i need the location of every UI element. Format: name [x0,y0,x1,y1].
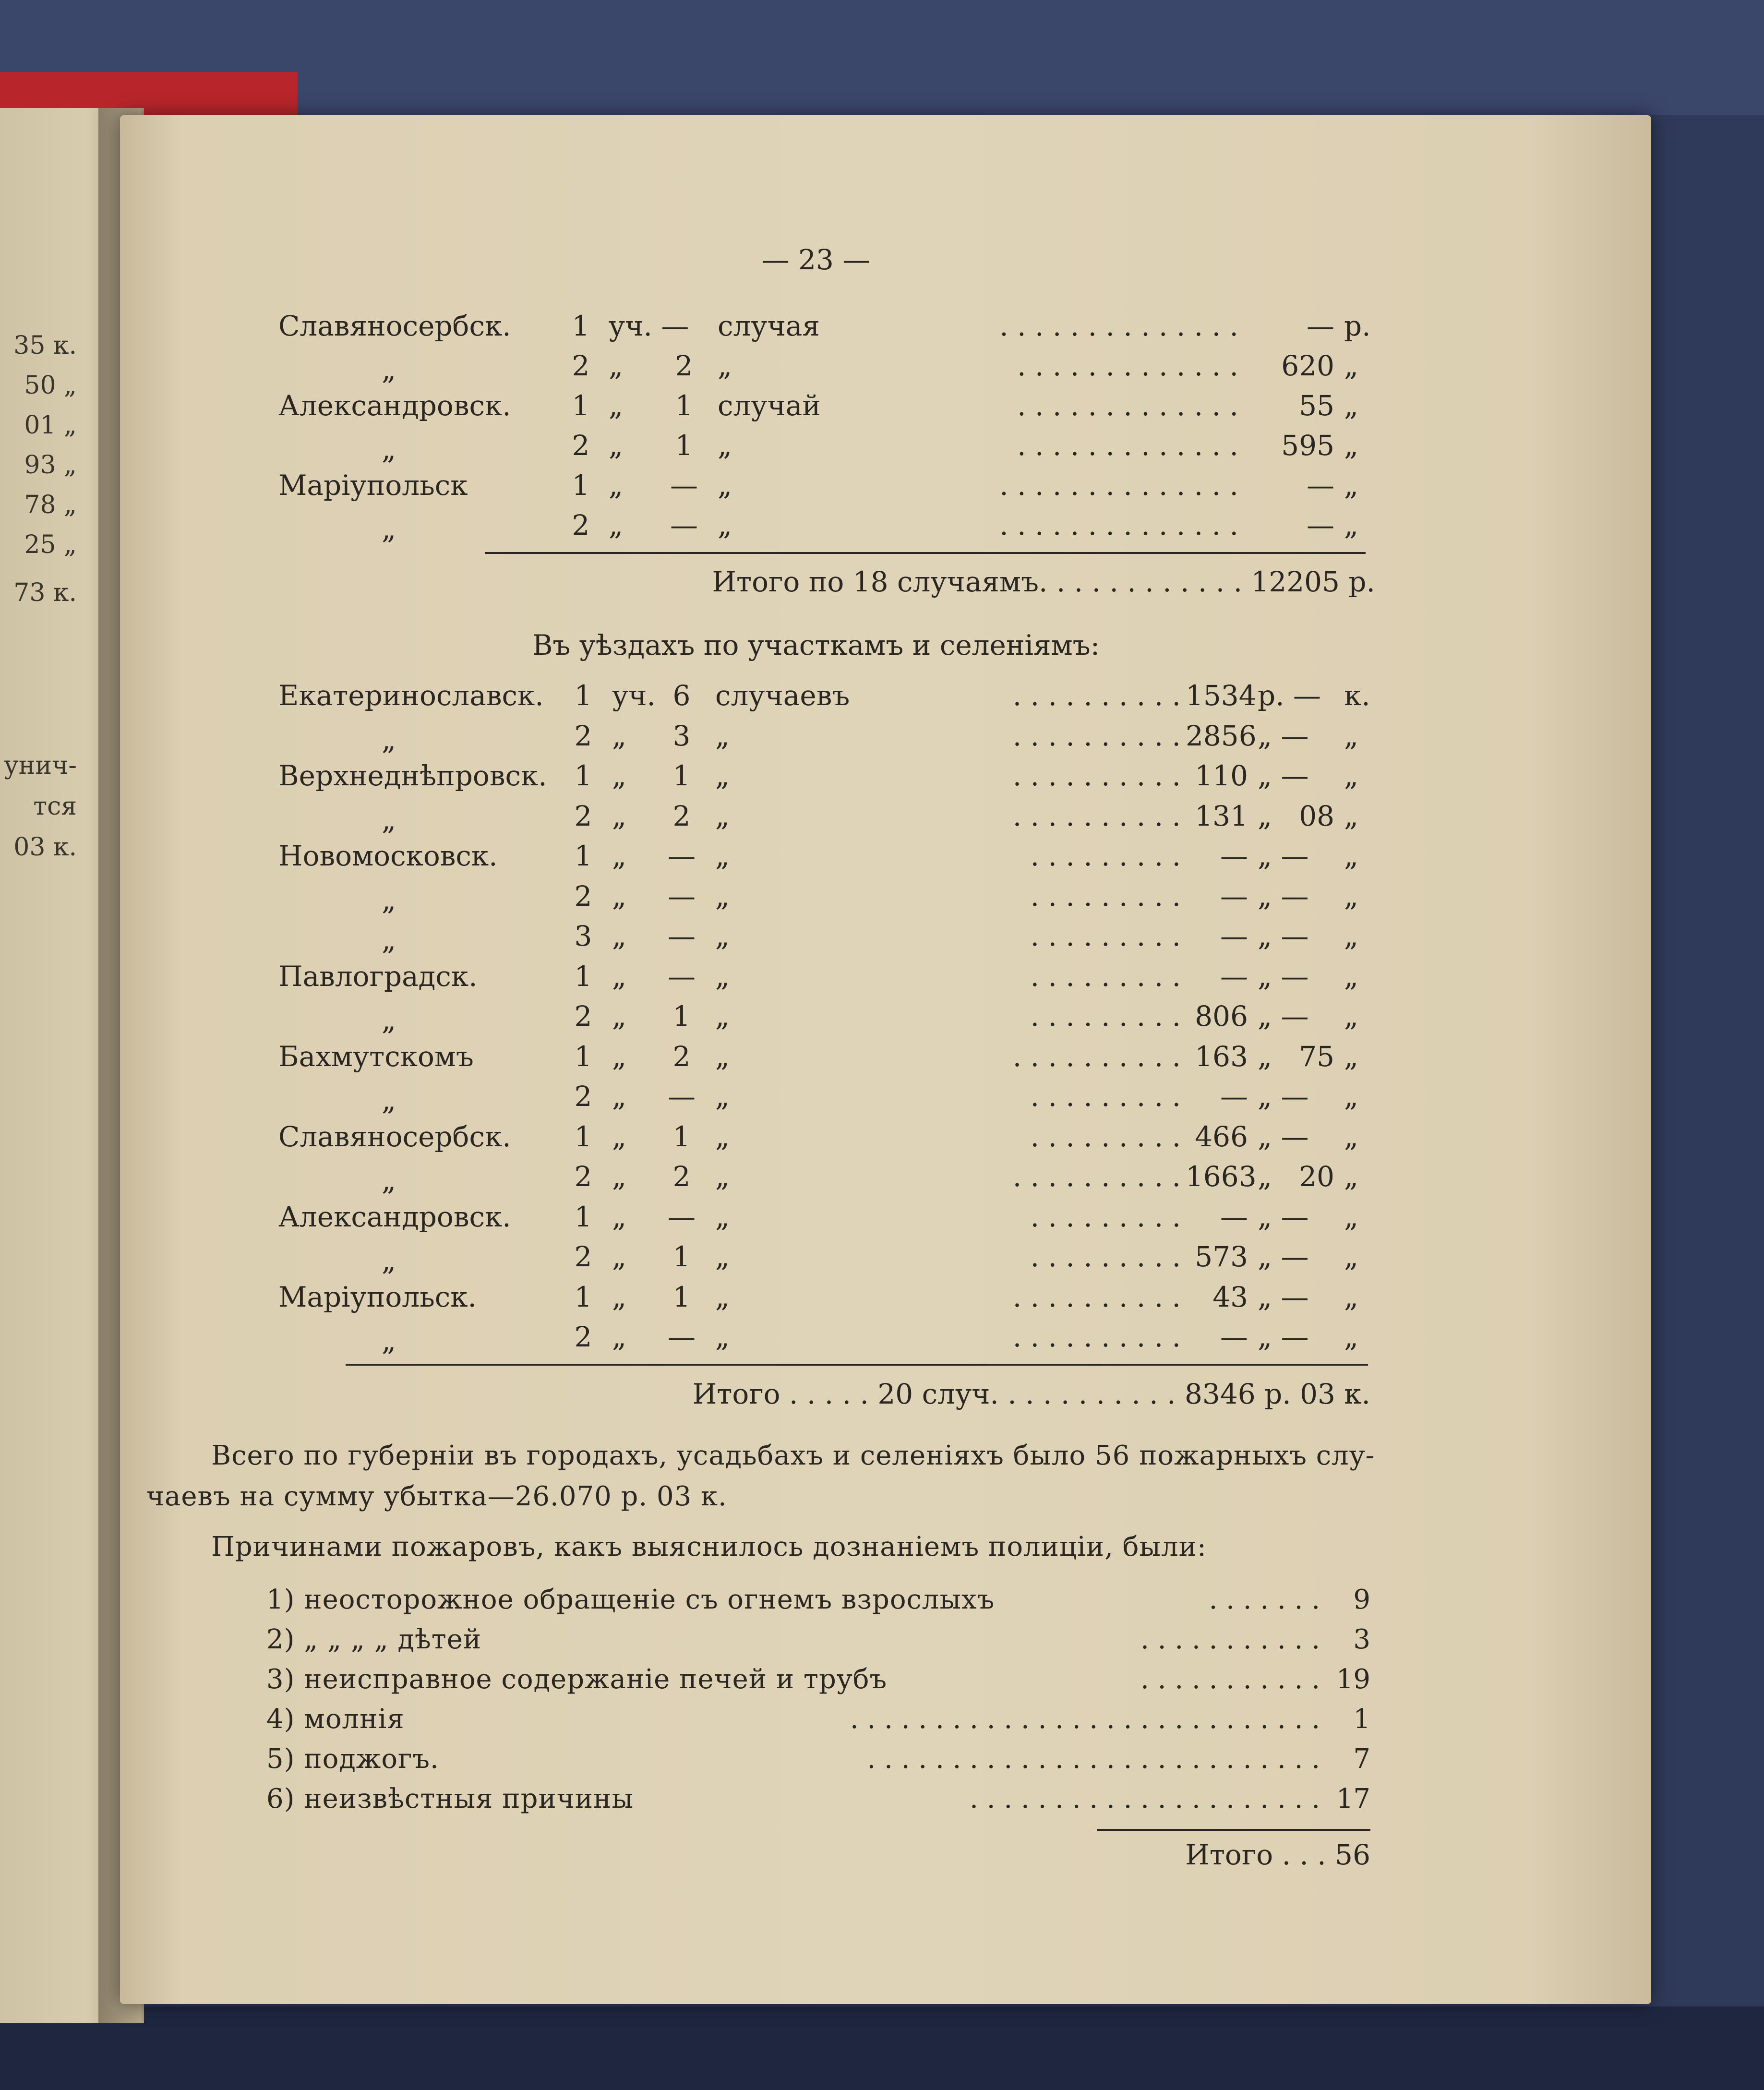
cause-dots: . . . . . . . . . . . [1140,1664,1320,1695]
row-kopecks: 75 [1299,1040,1334,1073]
city-total: Итого по 18 случаямъ. . . . . . . . . . . . 12205 р. [712,565,1375,598]
row-unit: 2 [574,800,592,832]
row-rubles: 163 [1195,1040,1248,1073]
summary-line: чаевъ на сумму убытка—26.070 р. 03 к. [146,1481,727,1512]
row-kopecks: 20 [1299,1160,1334,1193]
row-count: — [670,469,698,502]
page-number: — 23 — [761,243,871,276]
row-dots: . . . . . . . . . [1030,1201,1181,1233]
row-word: „ [718,509,732,541]
row-dots: . . . . . . . . . [1030,1080,1181,1113]
row-rubles: 43 [1212,1281,1248,1313]
row-rub-unit: р. — [1258,679,1321,712]
left-fragment: 78 „ [24,491,77,519]
row-kop-unit: „ [1344,840,1359,872]
row-unit: 3 [574,920,592,952]
row-unit: 2 [574,1160,592,1193]
cause-label: 1) неосторожное обращеніе съ огнемъ взрослыхъ [266,1584,995,1615]
row-location: „ [381,353,396,386]
cause-value: 9 [1353,1584,1370,1615]
row-abbr: „ [609,429,624,462]
row-location: Екатеринославск. [278,679,544,712]
row-abbr: „ [612,759,627,792]
row-abbr: „ [612,1160,627,1193]
cause-dots: . . . . . . . . . . . [1140,1624,1320,1655]
row-kop-unit: „ [1344,1120,1359,1153]
row-kop-unit: „ [1344,1000,1359,1033]
row-kop-unit: „ [1344,880,1359,913]
row-rub-unit: „ — [1258,840,1309,872]
row-rubles: 466 [1195,1120,1248,1153]
row-word: случая [718,310,820,342]
row-rubles: 131 [1195,800,1248,832]
row-word: „ [715,1240,730,1273]
row-location: Новомосковск. [278,840,498,872]
row-rub-unit: „ — [1258,1000,1309,1033]
row-location: Верхнеднѣпровск. [278,759,547,792]
rule [1097,1829,1370,1831]
row-rub-unit: „ [1258,800,1272,832]
row-count: 1 [672,759,691,792]
row-unit: 1 [574,759,592,792]
causes-heading: Причинами пожаровъ, какъ выяснилось дознаніемъ полиціи, были: [211,1531,1207,1562]
row-dots: . . . . . . . . . [1030,1000,1181,1033]
row-rub-unit: „ — [1258,759,1309,792]
row-rubles: 573 [1195,1240,1248,1273]
row-abbr: „ [609,349,624,382]
row-currency: „ [1344,429,1359,462]
row-dots: . . . . . . . . . . . . . [1017,389,1238,422]
row-abbr: „ [612,1040,627,1073]
row-unit: 2 [572,349,590,382]
row-unit: 1 [574,1040,592,1073]
row-count: 6 [672,679,691,712]
row-kop-unit: „ [1344,1321,1359,1353]
row-rub-unit: „ [1258,1040,1272,1073]
row-amount: — [1307,469,1334,502]
row-rub-unit: „ — [1258,1281,1309,1313]
cause-value: 7 [1353,1743,1370,1775]
row-word: „ [715,1120,730,1153]
row-currency: р. [1344,310,1371,342]
row-word: „ [715,880,730,913]
row-count: — [668,1201,696,1233]
row-count: 1 [675,389,693,422]
cause-value: 17 [1336,1783,1370,1814]
row-rubles: 1534 [1186,679,1257,712]
row-currency: „ [1344,509,1359,541]
left-fragment: 93 „ [24,451,77,480]
row-location: Маріупольск. [278,1281,477,1313]
row-unit: 1 [574,1120,592,1153]
row-abbr: „ [612,1201,627,1233]
row-amount: 55 [1299,389,1334,422]
row-rubles: — [1220,920,1248,952]
row-abbr: „ [612,1281,627,1313]
row-dots: . . . . . . . . . . . . . . [999,310,1238,342]
cause-label: 5) поджогъ. [266,1743,439,1775]
row-dots: . . . . . . . . . . [1012,1281,1181,1313]
row-amount: 620 [1281,349,1334,382]
row-abbr: уч. — [609,310,689,342]
row-rubles: 2856 [1186,720,1257,752]
row-count: — [668,920,696,952]
row-location: Александровск. [278,389,511,422]
row-abbr: „ [612,1000,627,1033]
row-kop-unit: „ [1344,1160,1359,1193]
row-location: „ [381,1164,396,1197]
row-word: „ [715,1281,730,1313]
row-word: „ [715,920,730,952]
row-location: „ [381,884,396,916]
row-count: 1 [672,1281,691,1313]
row-unit: 1 [574,679,592,712]
row-location: „ [381,1244,396,1277]
row-rubles: — [1220,840,1248,872]
row-dots: . . . . . . . . . [1030,840,1181,872]
row-word: „ [715,1000,730,1033]
row-count: 2 [672,800,691,832]
row-count: — [670,509,698,541]
row-location: Александровск. [278,1201,511,1233]
row-word: „ [715,1160,730,1193]
row-dots: . . . . . . . . . . . . . . [999,509,1238,541]
row-word: „ [715,840,730,872]
causes-total: Итого . . . 56 [1185,1838,1370,1871]
row-dots: . . . . . . . . . . . . . . [999,469,1238,502]
row-dots: . . . . . . . . . [1030,1120,1181,1153]
row-kop-unit: „ [1344,720,1359,752]
cause-dots: . . . . . . . . . . . . . . . . . . . . . . . . . . . [867,1743,1320,1775]
row-word: „ [715,800,730,832]
summary-line: Всего по губерніи въ городахъ, усадьбахъ и селеніяхъ было 56 пожарныхъ слу- [211,1440,1375,1471]
row-location: Бахмутскомъ [278,1040,474,1073]
row-abbr: „ [612,840,627,872]
row-abbr: „ [609,469,624,502]
cause-value: 3 [1353,1624,1370,1655]
row-location: Славяносербск. [278,310,511,342]
row-count: 2 [675,349,693,382]
cause-label: 4) молнія [266,1704,405,1735]
row-unit: 1 [574,1281,592,1313]
row-kop-unit: „ [1344,1240,1359,1273]
row-rubles: 110 [1195,759,1248,792]
row-count: 1 [672,1240,691,1273]
row-unit: 2 [574,880,592,913]
row-rub-unit: „ — [1258,1321,1309,1353]
row-rubles: — [1220,1080,1248,1113]
cause-label: 2) „ „ „ „ дѣтей [266,1624,482,1655]
row-location: „ [381,924,396,956]
left-fragment: 73 к. [13,578,77,607]
row-abbr: „ [612,800,627,832]
row-rubles: 806 [1195,1000,1248,1033]
row-unit: 2 [572,509,590,541]
row-word: случай [718,389,821,422]
row-rub-unit: „ — [1258,920,1309,952]
row-count: 3 [672,720,691,752]
cause-value: 1 [1353,1704,1370,1735]
cause-dots: . . . . . . . . . . . . . . . . . . . . . [970,1783,1320,1814]
row-kop-unit: „ [1344,920,1359,952]
row-rub-unit: „ — [1258,960,1309,993]
row-count: — [668,1321,696,1353]
row-rubles: — [1220,960,1248,993]
row-dots: . . . . . . . . . . [1012,1321,1181,1353]
row-rubles: — [1220,1321,1248,1353]
row-word: „ [715,759,730,792]
row-word: „ [718,469,732,502]
row-count: — [668,960,696,993]
row-location: Славяносербск. [278,1120,511,1153]
row-kop-unit: „ [1344,759,1359,792]
rule [485,552,1366,554]
row-unit: 1 [574,960,592,993]
row-count: — [668,1080,696,1113]
row-dots: . . . . . . . . . . [1012,1040,1181,1073]
row-abbr: „ [612,1080,627,1113]
row-kop-unit: „ [1344,800,1359,832]
row-count: 1 [672,1000,691,1033]
row-word: „ [715,1040,730,1073]
row-location: „ [381,1084,396,1117]
row-unit: 2 [574,1321,592,1353]
row-location: „ [381,513,396,545]
row-word: „ [718,349,732,382]
row-unit: 2 [574,720,592,752]
row-dots: . . . . . . . . . . [1012,759,1181,792]
left-fragment: 50 „ [24,371,77,400]
row-unit: 2 [574,1000,592,1033]
row-currency: „ [1344,469,1359,502]
cause-dots: . . . . . . . . . . . . . . . . . . . . . . . . . . . . [850,1704,1320,1735]
row-unit: 2 [574,1240,592,1273]
row-rubles: — [1220,880,1248,913]
row-dots: . . . . . . . . . [1030,960,1181,993]
district-total: Итого . . . . . 20 случ. . . . . . . . . . . 8346 р. 03 к. [692,1378,1370,1410]
row-kop-unit: к. [1344,679,1370,712]
cause-label: 6) неизвѣстныя причины [266,1783,634,1814]
left-fragment: унич- [4,751,77,780]
row-abbr: „ [612,720,627,752]
row-count: 2 [672,1040,691,1073]
row-dots: . . . . . . . . . . [1012,800,1181,832]
cause-dots: . . . . . . . [1209,1584,1320,1615]
left-fragment: 03 к. [13,833,77,862]
cause-value: 19 [1336,1664,1370,1695]
row-dots: . . . . . . . . . . [1012,679,1181,712]
row-currency: „ [1344,389,1359,422]
row-word: „ [715,1080,730,1113]
row-dots: . . . . . . . . . . [1012,720,1181,752]
row-kop-unit: „ [1344,1281,1359,1313]
row-rub-unit: „ — [1258,1201,1309,1233]
rule [346,1364,1368,1366]
row-amount: — [1307,509,1334,541]
row-location: „ [381,804,396,836]
row-abbr: „ [609,509,624,541]
row-dots: . . . . . . . . . [1030,920,1181,952]
row-unit: 2 [572,429,590,462]
row-dots: . . . . . . . . . . . . . [1017,429,1238,462]
row-word: случаевъ [715,679,850,712]
row-unit: 2 [574,1080,592,1113]
row-rub-unit: „ — [1258,720,1309,752]
row-kop-unit: „ [1344,1040,1359,1073]
row-unit: 1 [574,840,592,872]
row-dots: . . . . . . . . . . . . . [1017,349,1238,382]
left-fragment: тся [33,792,77,821]
row-dots: . . . . . . . . . [1030,1240,1181,1273]
row-rub-unit: „ [1258,1160,1272,1193]
row-count: 1 [675,429,693,462]
row-count: 2 [672,1160,691,1193]
row-word: „ [715,720,730,752]
row-abbr: уч. [612,679,656,712]
row-abbr: „ [612,880,627,913]
row-location: „ [381,433,396,466]
left-fragment: 01 „ [24,411,77,440]
row-kop-unit: „ [1344,1201,1359,1233]
row-rub-unit: „ — [1258,1120,1309,1153]
row-unit: 1 [574,1201,592,1233]
row-rub-unit: „ — [1258,1080,1309,1113]
row-rub-unit: „ — [1258,880,1309,913]
row-dots: . . . . . . . . . [1030,880,1181,913]
book-cover-bottom [0,2006,1764,2090]
row-rub-unit: „ — [1258,1240,1309,1273]
row-count: — [668,880,696,913]
row-kop-unit: „ [1344,1080,1359,1113]
cause-label: 3) неисправное содержаніе печей и трубъ [266,1664,888,1695]
row-abbr: „ [612,1120,627,1153]
row-location: „ [381,1004,396,1036]
row-kop-unit: „ [1344,960,1359,993]
row-rubles: — [1220,1201,1248,1233]
row-unit: 1 [572,469,590,502]
row-count: — [668,840,696,872]
row-count: 1 [672,1120,691,1153]
row-abbr: „ [612,920,627,952]
row-abbr: „ [612,1321,627,1353]
row-location: Павлоградск. [278,960,478,993]
left-fragment: 35 к. [13,331,77,360]
row-amount: 595 [1281,429,1334,462]
row-location: „ [381,1324,396,1357]
row-word: „ [718,429,732,462]
row-abbr: „ [609,389,624,422]
row-abbr: „ [612,1240,627,1273]
row-abbr: „ [612,960,627,993]
row-rubles: 1663 [1186,1160,1257,1193]
row-word: „ [715,960,730,993]
row-location: Маріупольск [278,469,468,502]
row-unit: 1 [572,389,590,422]
row-currency: „ [1344,349,1359,382]
row-unit: 1 [572,310,590,342]
row-word: „ [715,1201,730,1233]
district-heading: Въ уѣздахъ по участкамъ и селеніямъ: [532,629,1100,661]
row-word: „ [715,1321,730,1353]
left-fragment: 25 „ [24,530,77,559]
row-location: „ [381,723,396,756]
row-kopecks: 08 [1299,800,1334,832]
row-amount: — [1307,310,1334,342]
row-dots: . . . . . . . . . . [1012,1160,1181,1193]
